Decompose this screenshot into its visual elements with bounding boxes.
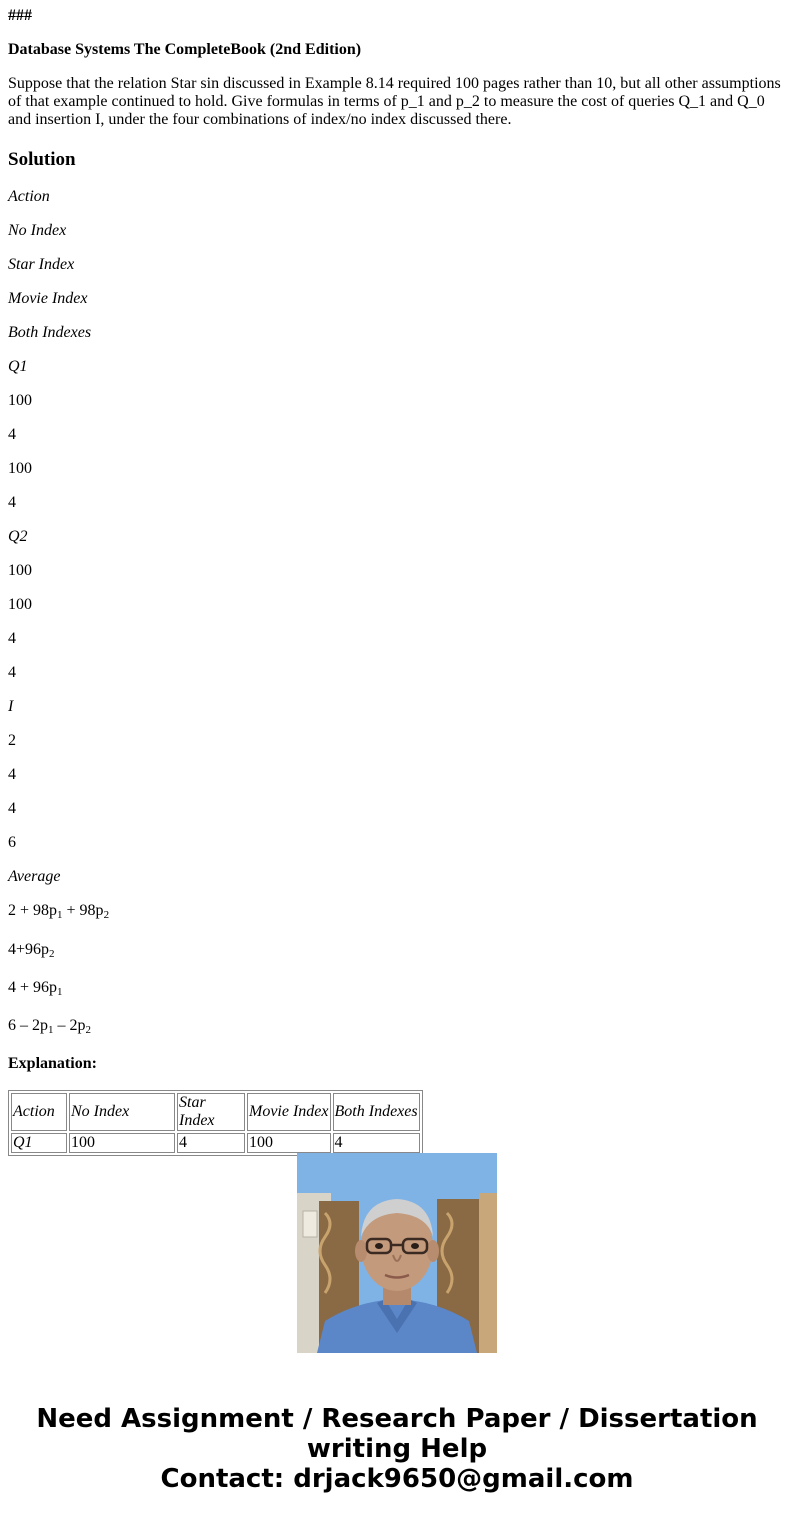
cell-value: 4 bbox=[8, 664, 16, 681]
author-photo bbox=[297, 1153, 497, 1353]
document-body bbox=[8, 0, 786, 1151]
row-label: Q1 bbox=[8, 358, 28, 375]
table-header-cell: Movie Index bbox=[247, 1093, 331, 1131]
average-formula-movie-index: $4 + 96p_1$ bbox=[8, 979, 63, 998]
explanation-table bbox=[8, 1090, 423, 1156]
cell-value: 100 bbox=[8, 392, 32, 409]
author-avatar bbox=[297, 1153, 497, 1353]
table-cell: 4 bbox=[333, 1133, 420, 1153]
table-cell: 100 bbox=[247, 1133, 331, 1153]
solution-heading: Solution bbox=[8, 149, 76, 170]
row-label: Q2 bbox=[8, 528, 28, 545]
book-title: Database Systems The CompleteBook (2nd Edition) bbox=[8, 41, 362, 58]
cell-value: 100 bbox=[8, 562, 32, 579]
cell-value: 4 bbox=[8, 494, 16, 511]
average-formula-no-index: $2 + 98p_1 + 98p_2$ bbox=[8, 902, 110, 921]
row-label-average: Average bbox=[8, 868, 61, 885]
question-text: Suppose that the relation Star sin discussed in Example 8.14 required 100 pages rather than 10, but all other assumptions of that example continued to hold. Give formulas in terms of p_1 and p_2 to measure the cost of queries Q_1 and Q_0 and insertion I, under the four combinations of index/no index discussed there. bbox=[8, 75, 781, 128]
promo-line: writing Help bbox=[306, 1434, 488, 1464]
header-marker: ### bbox=[8, 7, 32, 24]
cell-value: 100 bbox=[8, 596, 32, 613]
column-header: Movie Index bbox=[8, 290, 88, 307]
promo-line: Need Assignment / Research Paper / Dissertation bbox=[36, 1404, 758, 1434]
table-header-cell: No Index bbox=[69, 1093, 175, 1131]
cell-value: 4 bbox=[8, 426, 16, 443]
cell-value: 2 bbox=[8, 732, 16, 749]
column-header: Action bbox=[8, 188, 50, 205]
promo-contact: Contact: drjack9650@gmail.com bbox=[160, 1464, 634, 1494]
column-header: Star Index bbox=[8, 256, 75, 273]
average-formula-both-indexes: $6 - 2p_1 - 2p_2$ bbox=[8, 1017, 91, 1036]
cell-value: 4 bbox=[8, 630, 16, 647]
table-header-cell: Both Indexes bbox=[333, 1093, 420, 1131]
table-header-row bbox=[11, 1093, 420, 1131]
column-header: No Index bbox=[8, 222, 67, 239]
row-label: I bbox=[8, 698, 14, 715]
promo-banner bbox=[0, 1404, 794, 1494]
cell-value: 4 bbox=[8, 766, 16, 783]
table-cell: Q1 bbox=[11, 1133, 67, 1153]
cell-value: 6 bbox=[8, 834, 16, 851]
table-header-cell: Action bbox=[11, 1093, 67, 1131]
explanation-heading: Explanation: bbox=[8, 1055, 97, 1072]
table-cell: 100 bbox=[69, 1133, 175, 1153]
column-header: Both Indexes bbox=[8, 324, 92, 341]
cell-value: 100 bbox=[8, 460, 32, 477]
average-formula-star-index: $4+96p_2$ bbox=[8, 941, 55, 960]
table-row bbox=[11, 1133, 420, 1153]
table-cell: 4 bbox=[177, 1133, 245, 1153]
table-header-cell: Star Index bbox=[177, 1093, 245, 1131]
cell-value: 4 bbox=[8, 800, 16, 817]
